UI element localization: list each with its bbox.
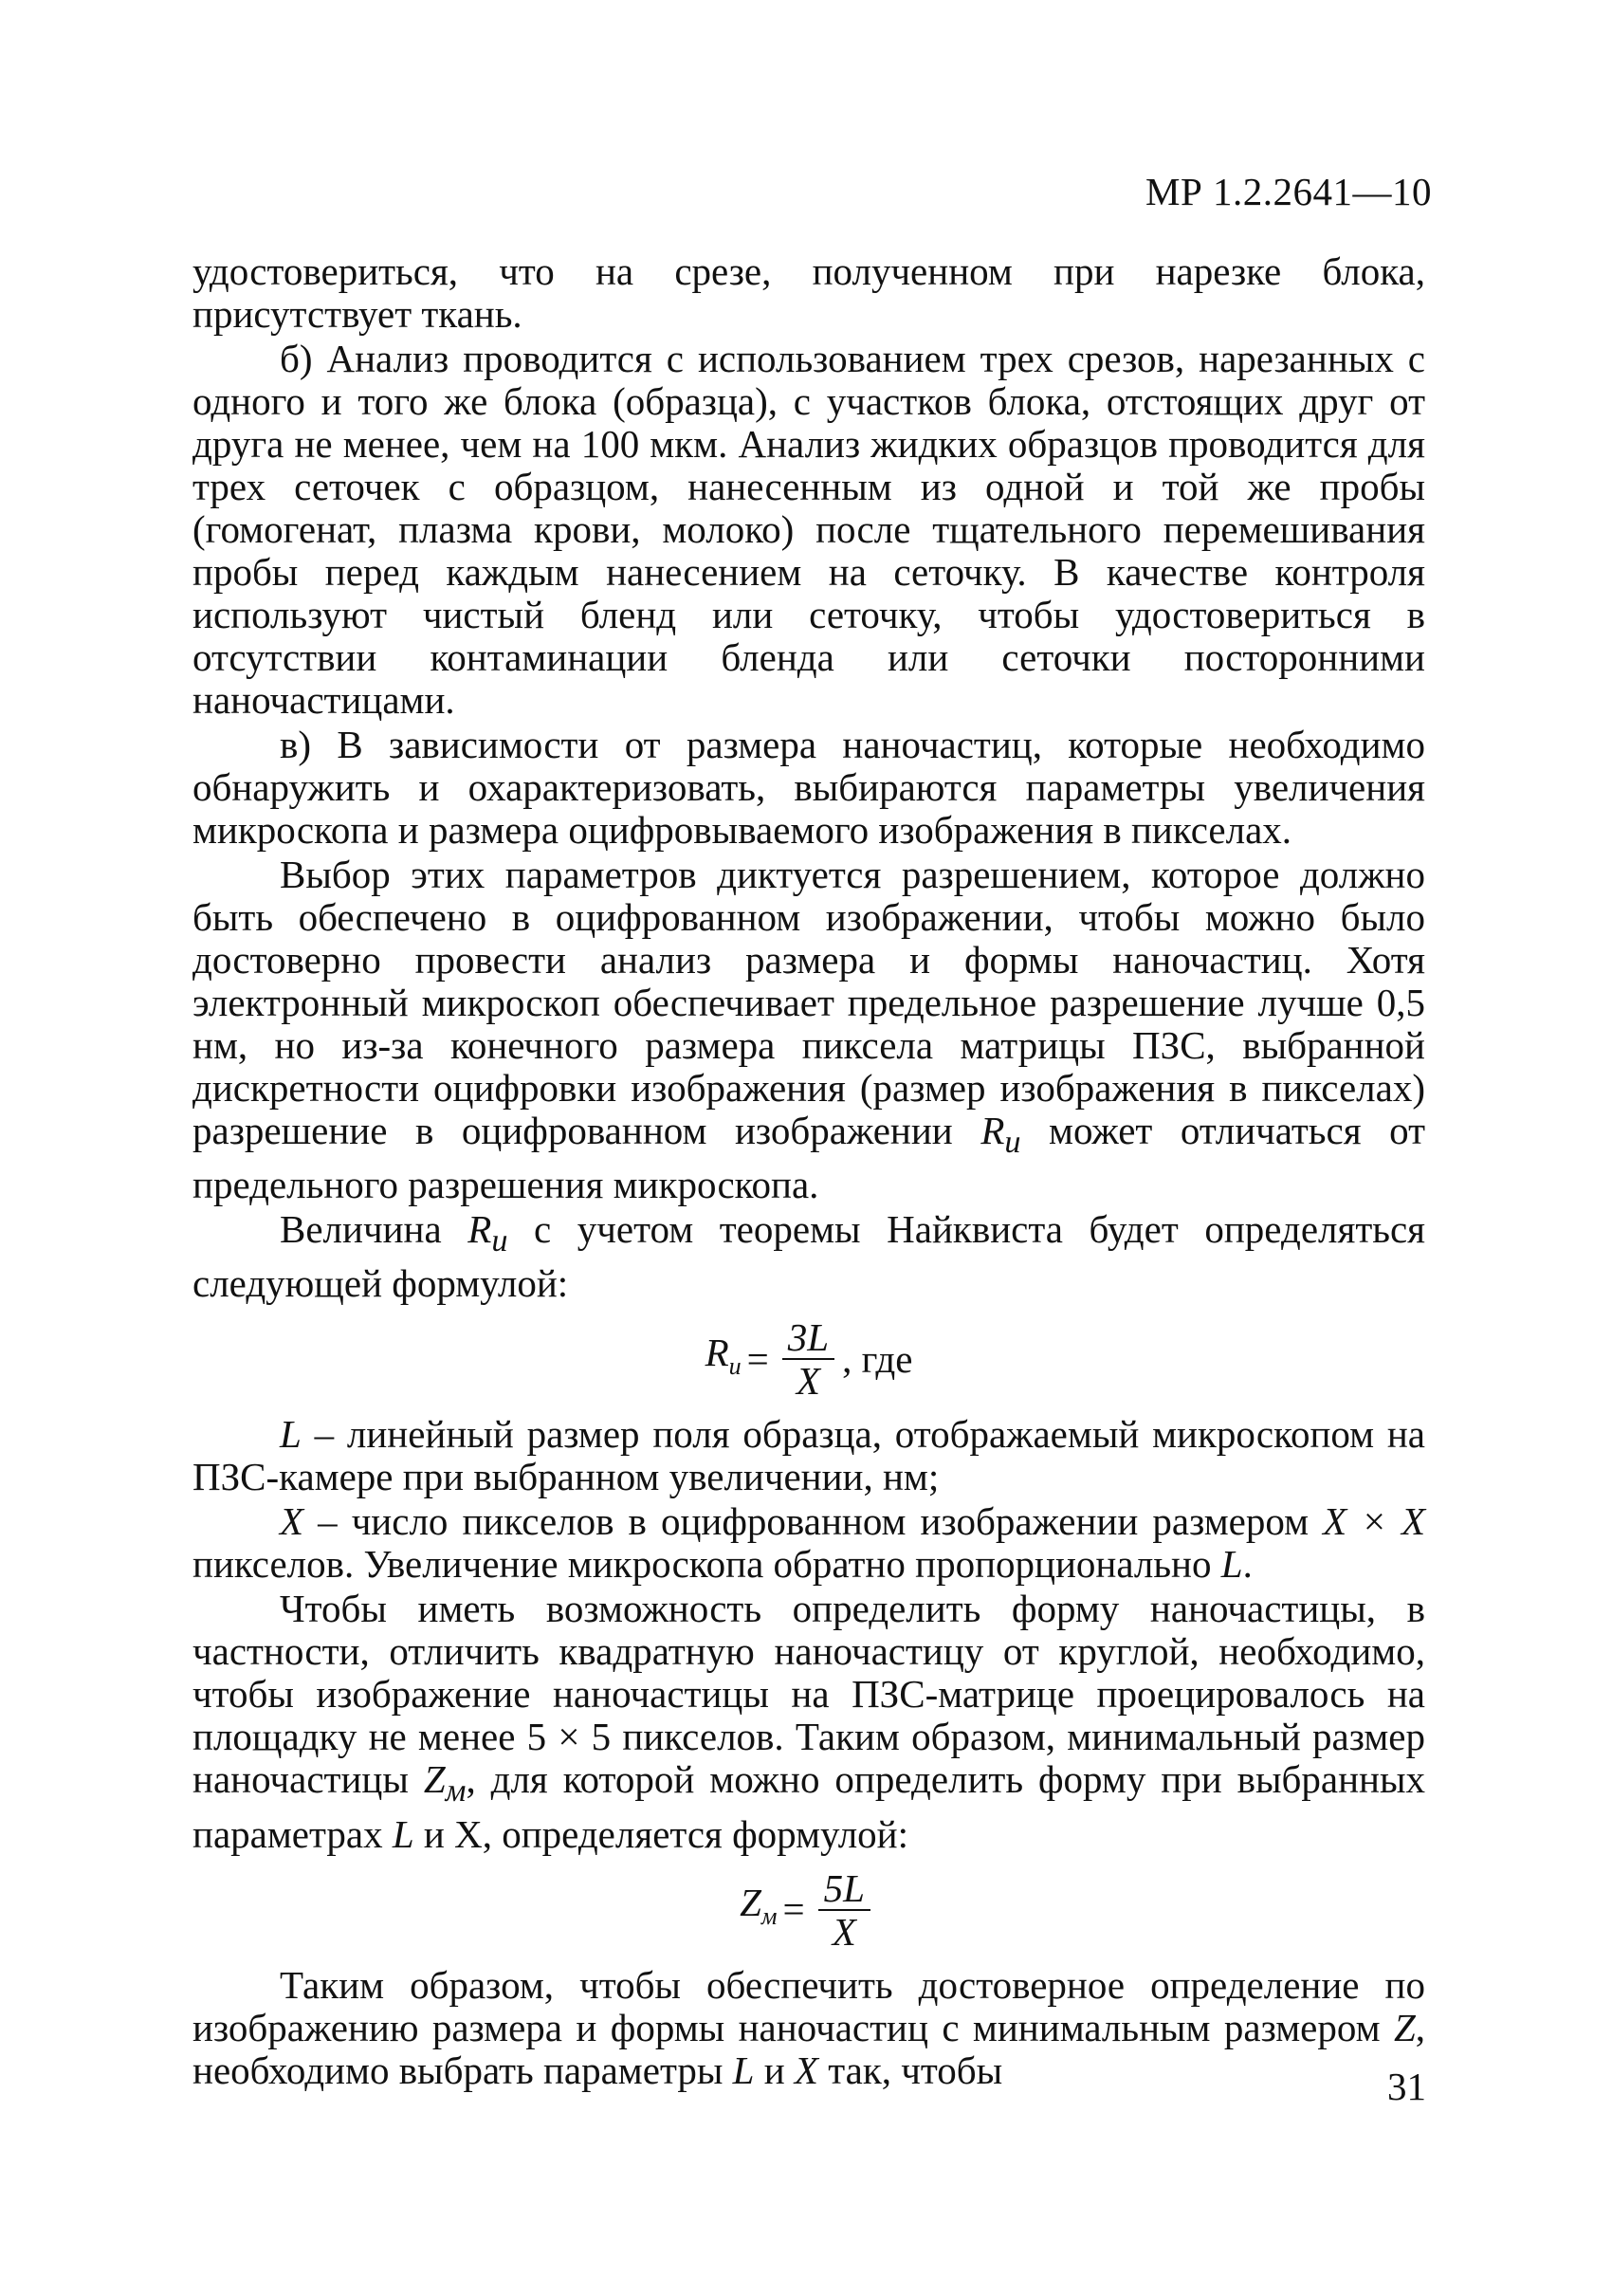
variable-l: L <box>1220 1542 1243 1587</box>
body-text <box>192 250 1425 2094</box>
paragraph-shape <box>192 1588 1425 1855</box>
paragraph-parameters <box>192 854 1425 1206</box>
variable-x: X <box>794 2048 818 2092</box>
formula-min-size <box>192 1867 1425 1953</box>
variable-r: R <box>980 1109 1005 1152</box>
text-segment: , для которой можно определить форму при выбранных параметрах <box>192 1757 1425 1856</box>
text-segment: пикселов. Увеличение микроскопа обратно пропорционально <box>192 1542 1221 1587</box>
variable-subscript: и <box>491 1223 508 1259</box>
variable-l: L <box>392 1811 414 1856</box>
formula-fraction <box>818 1867 870 1953</box>
text-segment: и X, определяется формулой: <box>413 1811 909 1856</box>
formula-equals: = <box>782 1887 805 1932</box>
text-segment: с учетом теоремы Найквиста будет определяться следующей формулой: <box>192 1207 1426 1306</box>
formula-lhs <box>740 1882 777 1938</box>
text-segment: и <box>754 2048 795 2092</box>
variable-r: R <box>467 1207 492 1252</box>
text-segment: . <box>1242 1542 1253 1587</box>
text-segment: Величина <box>280 1207 468 1252</box>
text-segment: Чтобы иметь возможность определить форму наночастицы, в частности, отличить квадратную наночастицу от круглой, необходимо, чтобы изображение наночастицы на ПЗС-матрице проецировалось на площадку не менее 5 × 5 пикселов. Таким образом, минимальный размер наночастицы <box>192 1587 1425 1802</box>
text-segment: Выбор этих параметров диктуется разрешением, которое должно быть обеспечено в оцифрованном изображении, чтобы можно было достоверно провести анализ размера и формы наночастиц. Хотя электронный микроскоп обеспечивает предельное разрешение лучше 0,5 нм, но из-за конечного размера пиксела матрицы ПЗС, выбранной дискретности оцифровки изображения (размер изображения в пикселах) разрешение в оцифрованном изображении <box>192 853 1425 1152</box>
formula-lhs-var: Z <box>740 1880 761 1924</box>
formula-suffix: , где <box>842 1336 913 1381</box>
text-segment: – число пикселов в оцифрованном изображении размером <box>303 1499 1324 1544</box>
variable-l: L <box>732 2048 755 2092</box>
formula-lhs-sub: м <box>760 1902 778 1931</box>
variable-z: Z <box>423 1757 446 1802</box>
paragraph-definition-l <box>192 1413 1425 1498</box>
dimension-x-by-x: X × X <box>1323 1499 1425 1544</box>
paragraph-conclusion <box>192 1964 1425 2092</box>
paragraph-v: в) В зависимости от размера наночастиц, которые необходимо обнаружить и охарактеризовать, выбираются параметры увеличения микроскопа и размера оцифровываемого изображения в пикселах. <box>192 723 1425 852</box>
paragraph-b: б) Анализ проводится с использованием трех срезов, нарезанных с одного и того же блока (образца), с участков блока, отстоящих друг от друга не менее, чем на 100 мкм. Анализ жидких образцов проводится для трех сеточек с образцом, нанесенным из одной и той же пробы (гомогенат, плазма крови, молоко) после тщательного перемешивания пробы перед каждым нанесением на сеточку. В качестве контроля используют чистый бленд или сеточку, чтобы удостовериться в отсутствии контаминации бленда или сеточки посторонними наночастицами. <box>192 337 1425 722</box>
text-segment: так, чтобы <box>817 2048 1003 2092</box>
paragraph-nyquist <box>192 1208 1425 1305</box>
formula-equals: = <box>746 1336 769 1381</box>
formula-denominator: X <box>796 1359 820 1404</box>
formula-resolution <box>192 1316 1425 1402</box>
text-segment: , необходимо выбрать параметры <box>192 2005 1425 2092</box>
text-segment: может отличаться от предельного разрешения микроскопа. <box>192 1109 1426 1207</box>
variable-x: X <box>280 1499 304 1544</box>
page-number: 31 <box>1387 2065 1426 2108</box>
formula-fraction <box>782 1316 834 1402</box>
text-segment: Таким образом, чтобы обеспечить достоверное определение по изображению размера и формы наночастиц с минимальным размером <box>192 1962 1425 2049</box>
variable-l: L <box>280 1412 302 1457</box>
formula-lhs-sub: и <box>728 1351 742 1380</box>
formula-numerator: 5L <box>818 1867 870 1911</box>
document-code-header: МР 1.2.2641—10 <box>1145 170 1432 213</box>
text-segment: – линейный размер поля образца, отображаемый микроскопом на ПЗС-камере при выбранном увеличении, нм; <box>192 1412 1425 1499</box>
paragraph-definition-x <box>192 1500 1425 1586</box>
paragraph-continuation: удостовериться, что на срезе, полученном при нарезке блока, присутствует ткань. <box>192 249 1425 336</box>
formula-lhs-var: R <box>705 1330 729 1374</box>
variable-subscript: м <box>445 1773 467 1809</box>
formula-numerator: 3L <box>782 1316 834 1360</box>
formula-lhs <box>705 1332 742 1387</box>
variable-z: Z <box>1393 2005 1416 2049</box>
variable-subscript: и <box>1004 1125 1021 1161</box>
formula-denominator: X <box>832 1909 856 1954</box>
